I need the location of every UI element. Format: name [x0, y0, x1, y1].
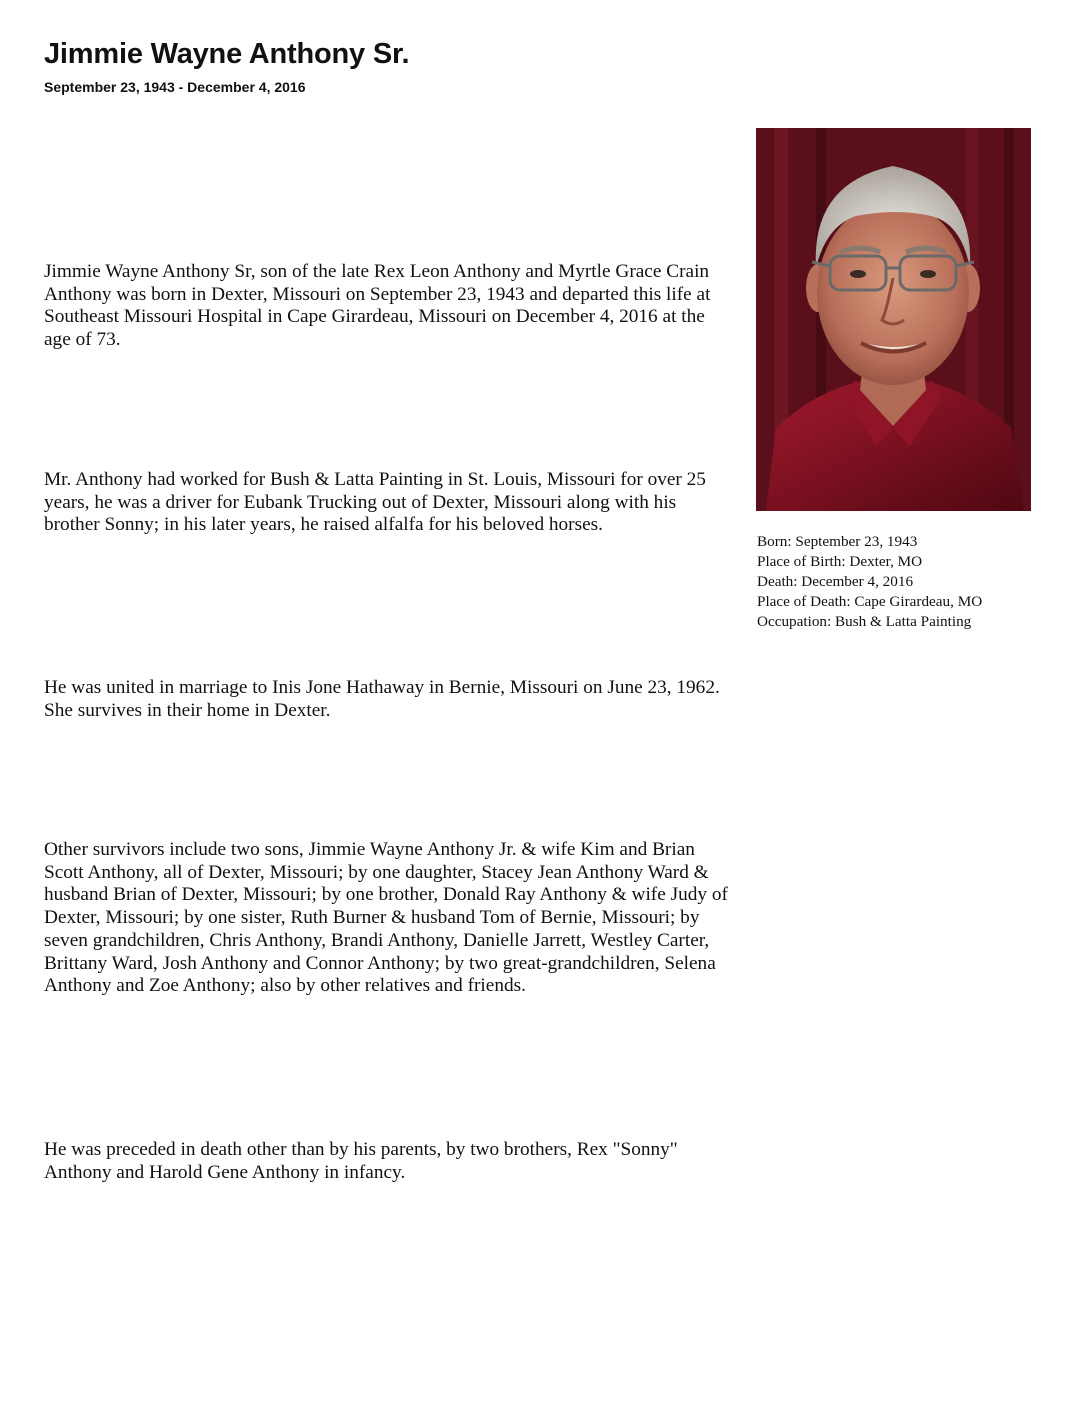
fact-born: Born: September 23, 1943: [757, 533, 918, 550]
fact-occupation: Occupation: Bush & Latta Painting: [757, 613, 972, 631]
fact-place-of-birth: Place of Birth: Dexter, MO: [757, 553, 923, 571]
fact-death: Death: December 4, 2016: [757, 573, 914, 591]
life-dates: September 23, 1943 - December 4, 2016: [44, 79, 306, 95]
page-title: Jimmie Wayne Anthony Sr.: [44, 38, 410, 70]
obituary-paragraph-survivors: Other survivors include two sons, Jimmie Wayne Anthony Jr. & wife Kim and Brian Scott Anthony, all of Dexter, Missouri; by one daughter, Stacey Jean Anthony Ward & husband Brian of Dexter, Missouri; by one brother, Donald Ray Anthony & wife Judy of Dexter, Missouri; by one sister, Ruth Burner & husband Tom of Bernie, Missouri; by seven grandchildren, Chris Anthony, Brandi Anthony, Danielle Jarrett, Westley Carter, Brittany Ward, Josh Anthony and Connor Anthony; by two great-grandchildren, Selena Anthony and Zoe Anthony; also by other relatives and friends.: [44, 839, 728, 997]
obituary-paragraph-career: Mr. Anthony had worked for Bush & Latta Painting in St. Louis, Missouri for over 25 years, he was a driver for Eubank Trucking out of Dexter, Missouri along with his brother Sonny; in his later years, he raised alfalfa for his beloved horses.: [44, 469, 706, 536]
portrait-photo: [756, 128, 1031, 511]
portrait-illustration: [756, 128, 1031, 511]
fact-place-of-death: Place of Death: Cape Girardeau, MO: [757, 593, 983, 611]
obituary-paragraph-preceded: He was preceded in death other than by his parents, by two brothers, Rex "Sonny" Anthony and Harold Gene Anthony in infancy.: [44, 1139, 678, 1183]
obituary-paragraph-birth: Jimmie Wayne Anthony Sr, son of the late Rex Leon Anthony and Myrtle Grace Crain Anthony was born in Dexter, Missouri on September 23, 1943 and departed this life at Southeast Missouri Hospital in Cape Girardeau, Missouri on December 4, 2016 at the age of 73.: [44, 261, 711, 351]
vital-facts: [757, 532, 1057, 632]
obituary-paragraph-marriage: He was united in marriage to Inis Jone Hathaway in Bernie, Missouri on June 23, 1962. She survives in their home in Dexter.: [44, 677, 720, 721]
